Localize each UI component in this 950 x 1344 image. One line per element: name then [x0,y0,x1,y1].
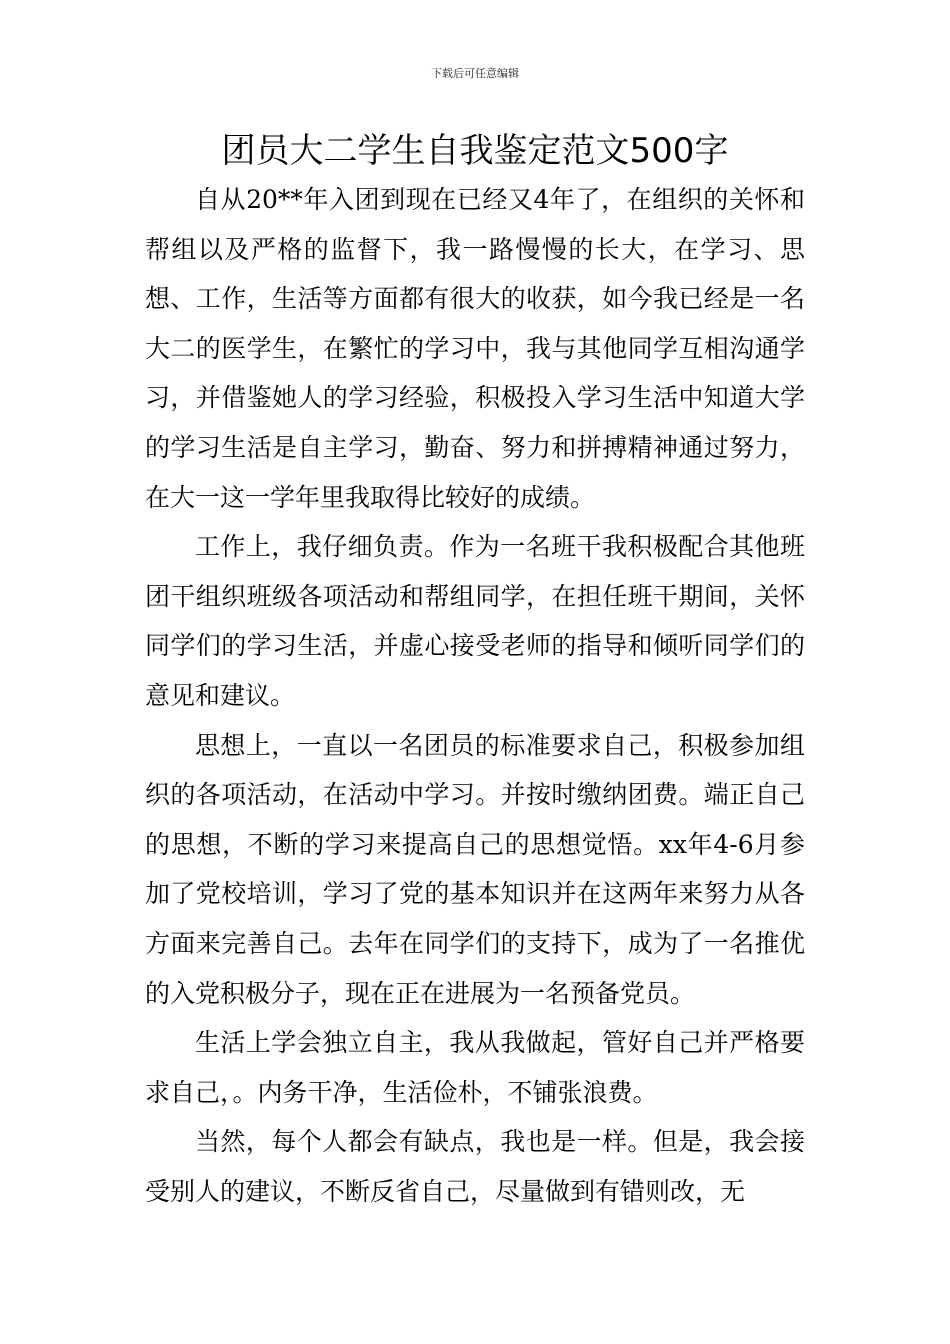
paragraph-thought: 思想上，一直以一名团员的标准要求自己，积极参加组织的各项活动，在活动中学习。并按时缴纳团费。端正自己的思想，不断的学习来提高自己的思想觉悟。xx年4-6月参加了党校培训，学习了党的基本知识并在这两年来努力从各方面来完善自己。去年在同学们的支持下，成为了一名推优的入党积极分子，现在正在进展为一名预备党员。 [145,730,805,1008]
paragraph-work: 工作上，我仔细负责。作为一名班干我积极配合其他班团干组织班级各项活动和帮组同学，在担任班干期间，关怀同学们的学习生活，并虚心接受老师的指导和倾听同学们的意见和建议。 [145,532,805,710]
document-body [145,175,805,1216]
paragraph-shortcomings: 当然，每个人都会有缺点，我也是一样。但是，我会接受别人的建议，不断反省自己，尽量做到有错则改，无 [145,1127,805,1206]
paragraph-life: 生活上学会独立自主，我从我做起，管好自己并严格要求自己，。内务干净，生活俭朴，不铺张浪费。 [145,1028,805,1107]
document-title: 团员大二学生自我鉴定范文500字 [221,131,729,171]
header-note: 下载后可任意编辑 [431,67,519,80]
paragraph-intro: 自从20**年入团到现在已经又4年了，在组织的关怀和帮组以及严格的监督下，我一路慢慢的长大，在学习、思想、工作，生活等方面都有很大的收获，如今我已经是一名大二的医学生，在繁忙的学习中，我与其他同学互相沟通学习，并借鉴她人的学习经验，积极投入学习生活中知道大学的学习生活是自主学习，勤奋、努力和拼搏精神通过努力，在大一这一学年里我取得比较好的成绩。 [145,185,805,512]
